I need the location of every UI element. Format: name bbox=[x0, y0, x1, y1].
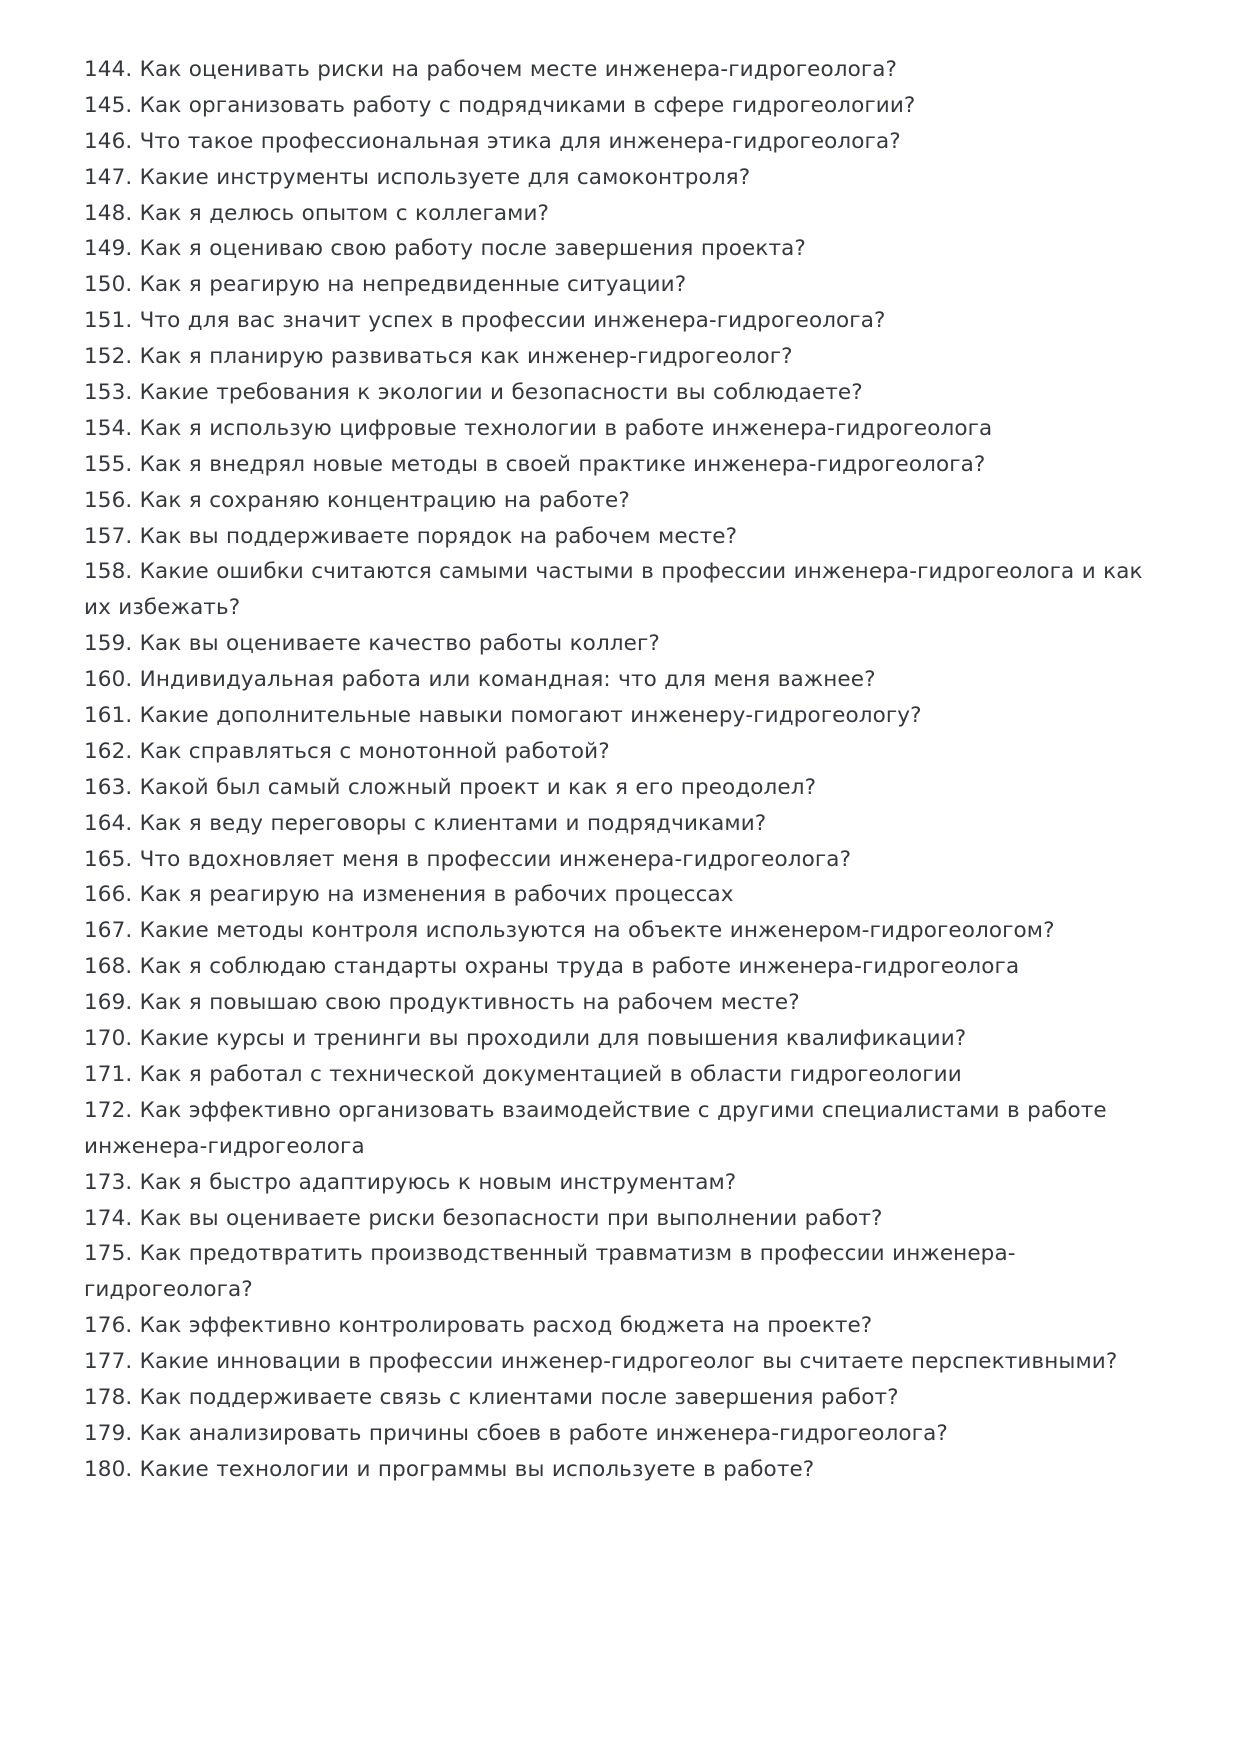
list-item: 145. Как организовать работу с подрядчиками в сфере гидрогеологии? bbox=[84, 92, 916, 118]
list-item: 166. Как я реагирую на изменения в рабочих процессах bbox=[84, 882, 734, 908]
list-item: 171. Как я работал с технической документацией в области гидрогеологии bbox=[84, 1061, 962, 1087]
list-item: 151. Что для вас значит успех в профессии инженера-гидрогеолога? bbox=[84, 308, 886, 334]
list-item: 158. Какие ошибки считаются самыми частыми в профессии инженера-гидрогеолога и как их избежать? bbox=[84, 559, 1143, 621]
list-item: 149. Как я оцениваю свою работу после завершения проекта? bbox=[84, 236, 806, 262]
list-item: 155. Как я внедрял новые методы в своей практике инженера-гидрогеолога? bbox=[84, 451, 986, 477]
list-item: 161. Какие дополнительные навыки помогают инженеру-гидрогеологу? bbox=[84, 703, 922, 729]
list-item: 165. Что вдохновляет меня в профессии инженера-гидрогеолога? bbox=[84, 846, 852, 872]
question-list bbox=[84, 52, 1143, 1488]
list-item: 164. Как я веду переговоры с клиентами и подрядчиками? bbox=[84, 810, 767, 836]
list-item: 163. Какой был самый сложный проект и как я его преодолел? bbox=[84, 774, 817, 800]
list-item: 156. Как я сохраняю концентрацию на работе? bbox=[84, 487, 630, 513]
list-item: 152. Как я планирую развиваться как инженер-гидрогеолог? bbox=[84, 344, 793, 370]
list-item: 162. Как справляться с монотонной работой? bbox=[84, 738, 610, 764]
list-item: 150. Как я реагирую на непредвиденные ситуации? bbox=[84, 272, 687, 298]
list-item: 148. Как я делюсь опытом с коллегами? bbox=[84, 200, 550, 226]
list-item: 177. Какие инновации в профессии инженер-гидрогеолог вы считаете перспективными? bbox=[84, 1349, 1118, 1375]
list-item: 167. Какие методы контроля используются на объекте инженером-гидрогеологом? bbox=[84, 918, 1055, 944]
list-item: 146. Что такое профессиональная этика для инженера-гидрогеолога? bbox=[84, 128, 901, 154]
list-item: 172. Как эффективно организовать взаимодействие с другими специалистами в работе инженера-гидрогеолога bbox=[84, 1097, 1107, 1159]
list-item: 159. Как вы оцениваете качество работы коллег? bbox=[84, 631, 660, 657]
list-item: 179. Как анализировать причины сбоев в работе инженера-гидрогеолога? bbox=[84, 1420, 948, 1446]
list-item: 178. Как поддерживаете связь с клиентами после завершения работ? bbox=[84, 1384, 899, 1410]
list-item: 144. Как оценивать риски на рабочем месте инженера-гидрогеолога? bbox=[84, 57, 898, 82]
list-item: 180. Какие технологии и программы вы используете в работе? bbox=[84, 1456, 815, 1482]
list-item: 174. Как вы оцениваете риски безопасности при выполнении работ? bbox=[84, 1205, 883, 1231]
list-item: 153. Какие требования к экологии и безопасности вы соблюдаете? bbox=[84, 380, 863, 406]
list-item: 173. Как я быстро адаптируюсь к новым инструментам? bbox=[84, 1169, 737, 1195]
list-item: 157. Как вы поддерживаете порядок на рабочем месте? bbox=[84, 523, 738, 549]
list-item: 169. Как я повышаю свою продуктивность на рабочем месте? bbox=[84, 990, 800, 1016]
list-item: 168. Как я соблюдаю стандарты охраны труда в работе инженера-гидрогеолога bbox=[84, 954, 1020, 980]
list-item: 147. Какие инструменты используете для самоконтроля? bbox=[84, 164, 751, 190]
list-item: 170. Какие курсы и тренинги вы проходили для повышения квалификации? bbox=[84, 1026, 967, 1052]
list-item: 160. Индивидуальная работа или командная: что для меня важнее? bbox=[84, 667, 876, 693]
list-item: 175. Как предотвратить производственный травматизм в профессии инженера-гидрогеолога? bbox=[84, 1241, 1016, 1303]
list-item: 154. Как я использую цифровые технологии в работе инженера-гидрогеолога bbox=[84, 415, 993, 441]
list-item: 176. Как эффективно контролировать расход бюджета на проекте? bbox=[84, 1313, 873, 1339]
